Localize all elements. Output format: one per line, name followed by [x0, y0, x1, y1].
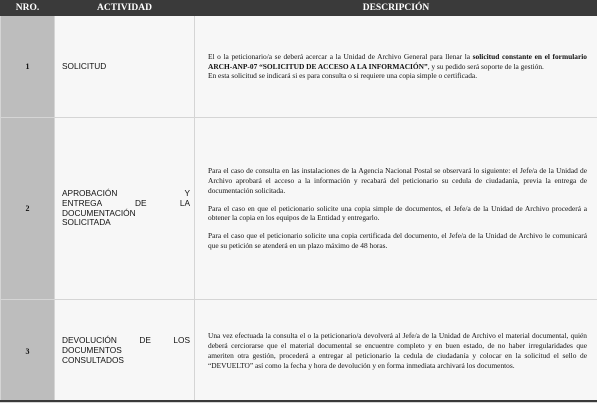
description-bold-text: solicitud constante en el formulario ARCH-ANP-07 “SOLICITUD DE ACCESO A LA INFORMACIÓN” [208, 51, 588, 71]
activity-label: DOCUMENTOS [62, 345, 122, 356]
header-actividad: ACTIVIDAD [55, 1, 195, 16]
description-paragraph: Una vez efectuada la consulta el o la peticionario/a devolverá al Jefe/a de la Unidad de Archivo el material documental, quién deberá cerciorarse que el material documental se encuentre completo y en buen estado, de no haber irregularidades que ameriten otra gestión, procederá a entregar al peticionario la cedula de ciudadanía y colocar en la solicitud el sello de “DEVUELTO” así como la fecha y hora de devolución y en forma inmediata archivará los documentos. [208, 331, 587, 370]
description-paragraph: Para el caso en que el peticionario solicite una copia simple de documentos, el Jefe/a de la Unidad de Archivo procederá a obtener la copia en los equipos de la Entidad y entregarlo. [208, 203, 587, 223]
row-number: 2 [1, 118, 55, 300]
activity-label: DOCUMENTACIÓN [62, 207, 136, 218]
description-cell [195, 16, 597, 118]
row-number: 3 [1, 300, 55, 403]
activity-label: CONSULTADOS [62, 354, 124, 365]
table-row [1, 16, 597, 118]
table-row [1, 118, 597, 300]
table-header-row [1, 1, 597, 16]
description-paragraph [208, 52, 587, 72]
activity-label: DEVOLUCIÓN DE LOS [62, 335, 190, 346]
table-row [1, 300, 597, 403]
activity-label: SOLICITUD [62, 60, 107, 71]
table-bottom-rule [0, 400, 597, 402]
description-cell [195, 118, 597, 300]
activity-label: ENTREGA DE LA [62, 197, 190, 208]
description-paragraph: Para el caso que el peticionario solicite una copia certificada del documento, el Jefe/a de la Unidad de Archivo le comunicará que su petición se atenderá en un plazo máximo de 48 horas. [208, 231, 587, 250]
description-paragraph: Para el caso de consulta en las instalaciones de la Agencia Nacional Postal se observará lo siguiente: el Jefe/a de la Unidad de Archivo aprobará el acceso a la información y recabará del peticionario su cedula de ciudadanía, previa la entrega de documentación solicitada. [208, 166, 587, 195]
description-text: , y su pedido será soporte de la gestión. [427, 61, 544, 71]
header-nro: NRO. [1, 1, 55, 16]
row-number: 1 [1, 16, 55, 118]
description-paragraph: En esta solicitud se indicará si es para consulta o si requiere una copia simple o certificada. [208, 71, 478, 81]
activity-cell [55, 300, 195, 403]
activity-cell [55, 16, 195, 118]
activity-label: SOLICITADA [62, 217, 111, 228]
description-text: El o la peticionario/a se deberá acercar a la Unidad de Archivo General para llenar la [208, 51, 473, 61]
activity-cell [55, 118, 195, 300]
header-descripcion: DESCRIPCIÓN [195, 1, 597, 16]
activity-label: APROBACIÓN Y [62, 187, 190, 198]
description-cell [195, 300, 597, 403]
